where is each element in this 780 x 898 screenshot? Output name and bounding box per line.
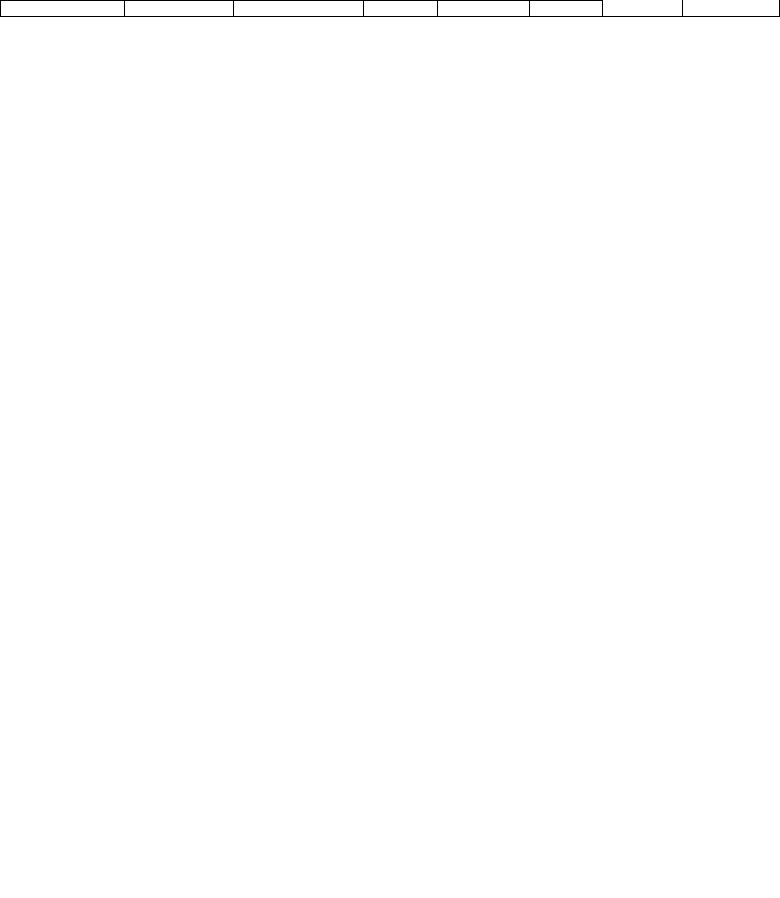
empty-cell[interactable]	[683, 0, 780, 17]
qty-change-label	[0, 0, 125, 17]
float-rate-value[interactable]	[530, 0, 603, 17]
qty-change-value[interactable]	[125, 0, 234, 17]
empty-cell[interactable]	[603, 0, 683, 17]
bid-change-value[interactable]	[364, 0, 438, 17]
bid-change-label	[234, 0, 364, 17]
float-rate-label	[438, 0, 530, 17]
